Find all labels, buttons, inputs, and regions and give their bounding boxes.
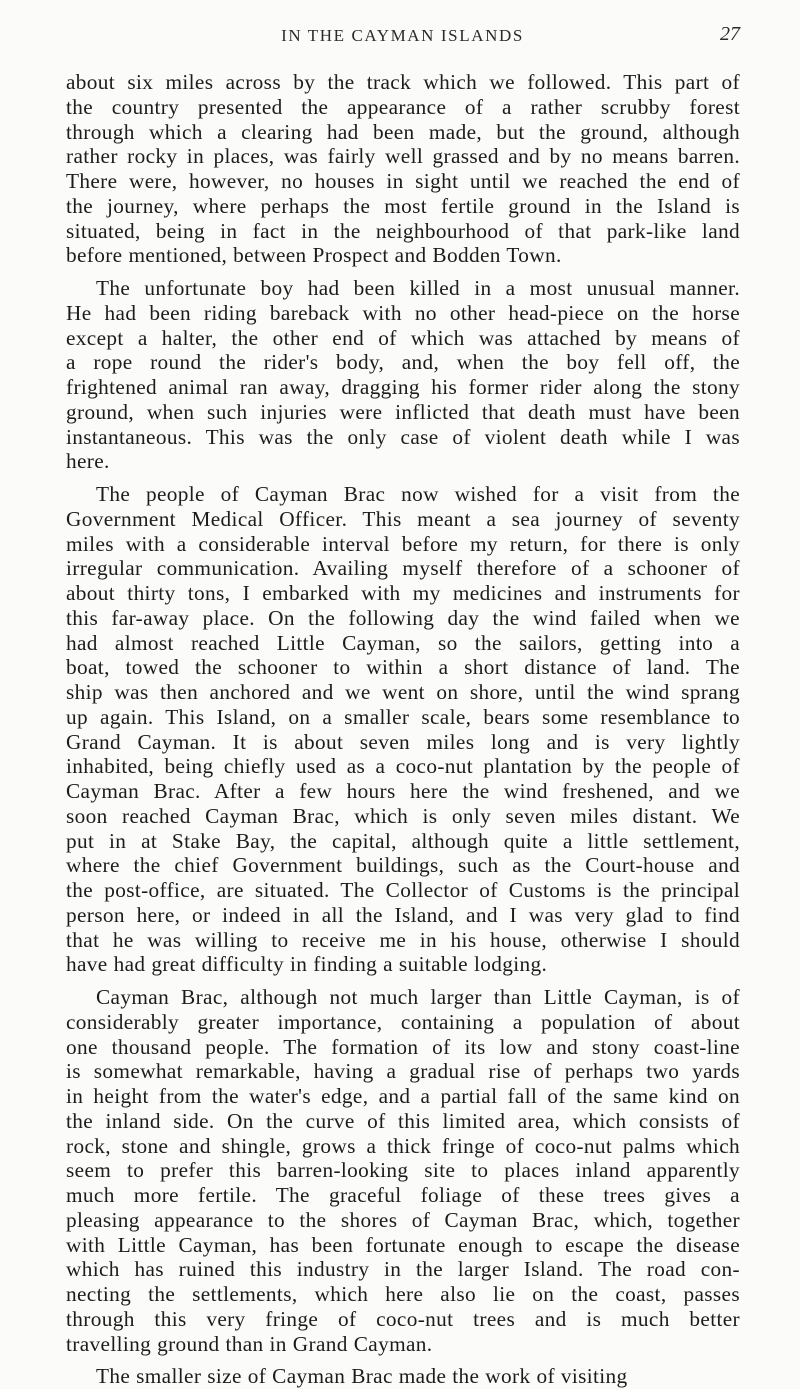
paragraph-gap bbox=[66, 977, 740, 985]
text-line: before mentioned, between Prospect and Bodden Town. bbox=[66, 243, 562, 268]
text-line: pleasing appearance to the shores of Cayman Brac, which, together bbox=[66, 1207, 740, 1232]
text-line: The people of Cayman Brac now wished for a visit from the bbox=[96, 482, 740, 506]
text-line: ship was then anchored and we went on shore, until the wind sprang bbox=[66, 680, 740, 704]
text-line: rather rocky in places, was fairly well grassed and by no means barren. bbox=[66, 144, 740, 169]
text-line: boat, towed the schooner to within a short distance of land. The bbox=[66, 655, 740, 680]
text-line: the journey, where perhaps the most fertile ground in the Island is bbox=[66, 193, 740, 218]
text-line: put in at Stake Bay, the capital, although quite a little settlement, bbox=[66, 828, 740, 853]
text-line: rock, stone and shingle, grows a thick fringe of coco-nut palms which bbox=[66, 1133, 740, 1158]
text-line: here. bbox=[66, 449, 110, 474]
text-line: the country presented the appearance of a rather scrubby forest bbox=[66, 94, 740, 119]
text-line: instantaneous. This was the only case of violent death while I was bbox=[66, 424, 740, 449]
text-line: in height from the water's edge, and a partial fall of the same kind on bbox=[66, 1084, 740, 1108]
text-line: Government Medical Officer. This meant a sea journey of seventy bbox=[66, 506, 740, 531]
page-number: 27 bbox=[720, 23, 740, 45]
text-line: except a halter, the other end of which was attached by means of bbox=[66, 325, 740, 350]
text-line: about thirty tons, I embarked with my medicines and instruments for bbox=[66, 581, 740, 605]
paragraph-gap bbox=[66, 1356, 740, 1364]
text-line: the inland side. On the curve of this limited area, which consists of bbox=[66, 1108, 740, 1133]
text-line: seem to prefer this barren-looking site to places inland apparently bbox=[66, 1158, 740, 1183]
text-line: inhabited, being chiefly used as a coco-nut plantation by the people of bbox=[66, 754, 740, 779]
paragraph bbox=[66, 985, 740, 1356]
text-line: person here, or indeed in all the Island, and I was very glad to find bbox=[66, 902, 740, 927]
text-line: this far-away place. On the following day the wind failed when we bbox=[66, 605, 740, 630]
paragraph bbox=[66, 482, 740, 977]
text-line: where the chief Government buildings, such as the Court-house and bbox=[66, 853, 740, 878]
text-line: soon reached Cayman Brac, which is only seven miles distant. We bbox=[66, 803, 740, 828]
text-line: a rope round the rider's body, and, when the boy fell off, the bbox=[66, 350, 740, 375]
running-head bbox=[65, 14, 740, 46]
paragraph bbox=[66, 276, 740, 474]
text-line: He had been riding bareback with no other head-piece on the horse bbox=[66, 300, 740, 325]
text-line: one thousand people. The formation of its low and stony coast-line bbox=[66, 1034, 740, 1059]
text-line: Grand Cayman. It is about seven miles long and is very lightly bbox=[66, 729, 740, 754]
text-line: The smaller size of Cayman Brac made the work of visiting bbox=[96, 1364, 628, 1389]
text-line: that he was willing to receive me in his house, otherwise I should bbox=[66, 927, 740, 952]
paragraph bbox=[66, 1364, 740, 1389]
paragraph-gap bbox=[66, 268, 740, 276]
text-line: frightened animal ran away, dragging his former rider along the stony bbox=[66, 375, 740, 399]
text-line: Cayman Brac, although not much larger than Little Cayman, is of bbox=[96, 985, 740, 1009]
paragraph bbox=[66, 70, 740, 268]
text-line: about six miles across by the track which we followed. This part of bbox=[66, 70, 740, 94]
text-line: travelling ground than in Grand Cayman. bbox=[66, 1331, 433, 1356]
text-line: through which a clearing had been made, but the ground, although bbox=[66, 119, 740, 144]
text-line: There were, however, no houses in sight until we reached the end of bbox=[66, 169, 740, 193]
text-line: miles with a considerable interval before my return, for there is only bbox=[66, 531, 740, 556]
text-line: necting the settlements, which here also lie on the coast, passes bbox=[66, 1282, 740, 1306]
text-line: Cayman Brac. After a few hours here the wind freshened, and we bbox=[66, 779, 740, 803]
text-line: ground, when such injuries were inflicted that death must have been bbox=[66, 399, 740, 424]
text-line: considerably greater importance, containing a population of about bbox=[66, 1009, 740, 1034]
text-line: up again. This Island, on a smaller scale, bears some resemblance to bbox=[66, 704, 740, 729]
text-line: have had great difficulty in finding a suitable lodging. bbox=[66, 952, 548, 977]
text-line: which has ruined this industry in the larger Island. The road con- bbox=[66, 1257, 740, 1282]
text-line: irregular communication. Availing myself therefore of a schooner of bbox=[66, 556, 740, 581]
text-line: with Little Cayman, has been fortunate enough to escape the disease bbox=[66, 1232, 740, 1257]
paragraph-gap bbox=[66, 474, 740, 482]
text-line: is somewhat remarkable, having a gradual rise of perhaps two yards bbox=[66, 1059, 740, 1084]
text-line: had almost reached Little Cayman, so the sailors, getting into a bbox=[66, 630, 740, 655]
text-line: the post-office, are situated. The Collector of Customs is the principal bbox=[66, 878, 740, 902]
text-line: much more fertile. The graceful foliage of these trees gives a bbox=[66, 1183, 740, 1207]
body-text bbox=[66, 70, 740, 1389]
text-line: The unfortunate boy had been killed in a most unusual manner. bbox=[96, 276, 740, 300]
text-line: through this very fringe of coco-nut trees and is much better bbox=[66, 1306, 740, 1331]
text-line: situated, being in fact in the neighbourhood of that park-like land bbox=[66, 218, 740, 243]
running-title: IN THE CAYMAN ISLANDS bbox=[281, 26, 524, 45]
